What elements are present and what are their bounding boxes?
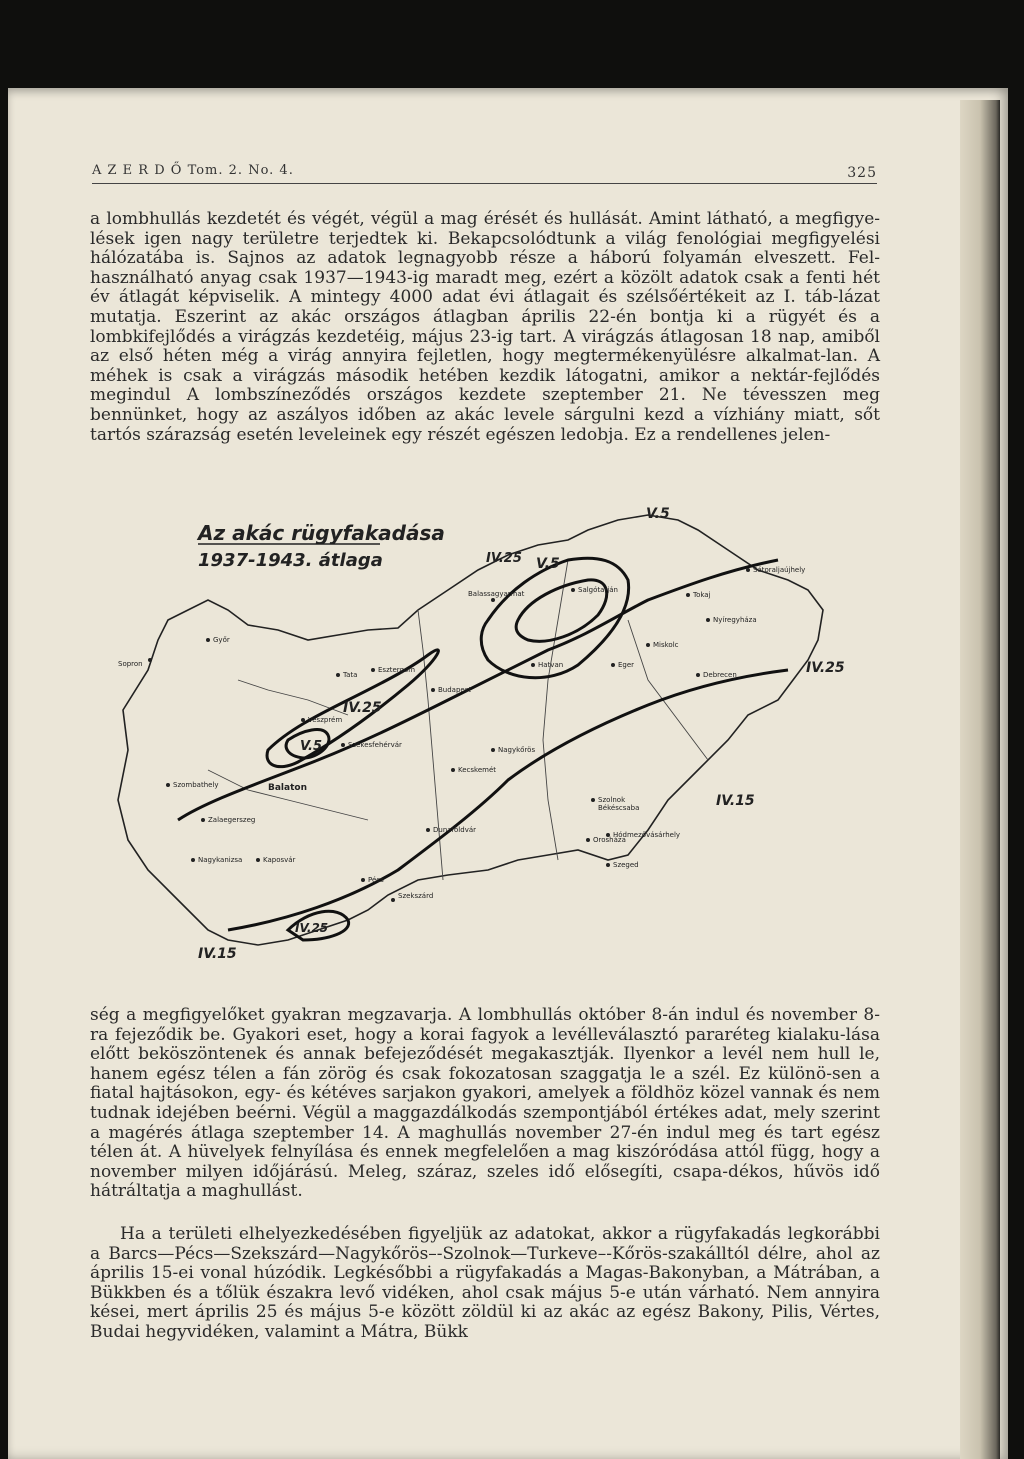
isoline-labels <box>198 506 845 962</box>
place-label: Sopron <box>118 660 143 668</box>
paragraph-3: Ha a területi elhelyezkedésében figyeljük az adatokat, akkor a rügyfakadás legkorábbi a Barcs—Pécs—Szekszárd—Nagykőrös–-Szolnok—Turkeve–-Kőrös-szakálltól délre, ahol az április 15-ei vonal húzódik. Legkésőbbi a rügyfakadás a Magas-Bakonyban, a Mátrában, a Bükkben és a tőlük északra levő vidéken, ahol csak május 5-e után várható. Nem annyira kései, mert április 25 és május 5-e között zöldül ki az akác az egész Bakony, Pilis, Vértes, Budai hegyvidéken, valamint a Mátra, Bükk <box>90 1224 880 1342</box>
place-label: Miskolc <box>653 641 679 649</box>
place-label: Tata <box>343 671 358 679</box>
country-border <box>118 515 823 945</box>
page-fold-shadow <box>960 100 1000 1459</box>
place-label: Hódmezővásárhely <box>613 831 681 839</box>
header-rule <box>92 183 877 184</box>
place-label: Salgótarján <box>578 586 618 594</box>
page-header <box>92 163 877 185</box>
place-label: Balassagyarmat <box>468 590 525 598</box>
place-label: Budapest <box>438 686 472 694</box>
isoline-label: IV.25 <box>486 551 522 566</box>
place-label: Nagykőrös <box>498 746 536 754</box>
isoline-label: V.5 <box>646 506 670 522</box>
map-title-line2: 1937-1943. átlaga <box>198 550 383 571</box>
isoline-label: IV.25 <box>295 921 329 935</box>
place-label: Békéscsaba <box>598 804 640 812</box>
place-label: Esztergom <box>378 666 416 674</box>
place-label: Tokaj <box>693 591 711 599</box>
place-label: Nyíregyháza <box>713 616 757 624</box>
place-label: Veszprém <box>308 716 343 724</box>
place-label: Nagykanizsa <box>198 856 243 864</box>
place-label: Győr <box>213 636 230 644</box>
place-label: Orosháza <box>593 836 626 844</box>
place-label: Eger <box>618 661 635 669</box>
place-label: Sátoraljaújhely <box>753 566 806 574</box>
isoline-label: IV.25 <box>806 660 845 676</box>
place-label: Szombathely <box>173 781 219 789</box>
isolines <box>178 558 788 940</box>
isoline-label: IV.15 <box>716 793 755 809</box>
place-label: Pécs <box>368 876 384 884</box>
journal-title: A Z E R D Ő Tom. 2. No. 4. <box>92 163 294 178</box>
isoline-label: V.5 <box>536 556 560 572</box>
map-title-line1: Az akác rügyfakadása <box>198 521 445 545</box>
map-title <box>196 521 445 571</box>
isoline-label: IV.15 <box>198 946 237 962</box>
phenology-map <box>88 500 888 1000</box>
place-label: Zalaegerszeg <box>208 816 256 824</box>
place-label: Debrecen <box>703 671 737 679</box>
place-markers <box>118 566 805 902</box>
place-label: Kaposvár <box>263 856 296 864</box>
place-label: Kecskemét <box>458 766 497 774</box>
place-label: Hatvan <box>538 661 564 669</box>
isoline-label: V.5 <box>300 739 323 754</box>
place-label: Székesfehérvár <box>348 741 402 749</box>
isoline-label: IV.25 <box>343 700 382 716</box>
page-number: 325 <box>847 165 877 181</box>
place-label: Balaton <box>268 783 307 793</box>
paragraph-1: a lombhullás kezdetét és végét, végül a mag érését és hullását. Amint látható, a megfigye-lések igen nagy területre terjedtek ki. Bekapcsolódtunk a világ fenológiai megfigyelési hálózatába is. Sajnos az adatok legnagyobb része a háború folyamán elveszett. Fel-használható anyag csak 1937—1943-ig maradt meg, ezért a közölt adatok csak a fenti hét év átlagát képviselik. A mintegy 4000 adat évi átlagait és szélsőértékeit az I. táb-lázat mutatja. Eszerint az akác országos átlagban április 22-én bontja ki a rügyét és a lombkifejlődés a virágzás kezdetéig, május 23-ig tart. A virágzás átlagosan 18 nap, amiből az első héten még a virág annyira fejletlen, hogy megtermékenyülésre alkalmat-lan. A méhek is csak a virágzás második hetében kezdik látogatni, amikor a nektár-fejlődés megindul A lombszíneződés országos kezdete szeptember 21. Ne tévesszen meg bennünket, hogy az aszályos időben az akác levele sárgulni kezd a vízhiány miatt, sőt tartós szárazság esetén leveleinek egy részét egészen ledobja. Ez a rendellenes jelen- <box>90 209 880 445</box>
place-label: Szolnok <box>598 796 626 804</box>
paragraph-2: ség a megfigyelőket gyakran megzavarja. A lombhullás október 8-án indul és november 8-ra fejeződik be. Gyakori eset, hogy a korai fagyok a levélleválasztó pararéteg kialaku-lása előtt beköszöntenek és annak befejeződését megakasztják. Ilyenkor a levél nem hull le, hanem egész télen a fán zörög és csak fokozatosan szaggatja le a szél. Ez különö-sen a fiatal hajtásokon, egy- és kétéves sarjakon gyakori, amelyek a földhöz közel vannak és nem tudnak idejében beérni. Végül a maggazdálkodás szempontjából értékes adat, mely szerint a magérés átlaga szeptember 14. A maghullás november 27-én indul meg és tart egész télen át. A hüvelyek felnyílása és ennek megfelelően a mag kiszóródása attól függ, hogy a november milyen időjárású. Meleg, száraz, szeles idő elősegíti, csapa-dékos, hűvös idő hátráltatja a maghullást. <box>90 1005 880 1202</box>
place-label: Dunaföldvár <box>433 826 476 834</box>
place-label: Szeged <box>613 861 639 869</box>
place-label: Szekszárd <box>398 892 434 900</box>
